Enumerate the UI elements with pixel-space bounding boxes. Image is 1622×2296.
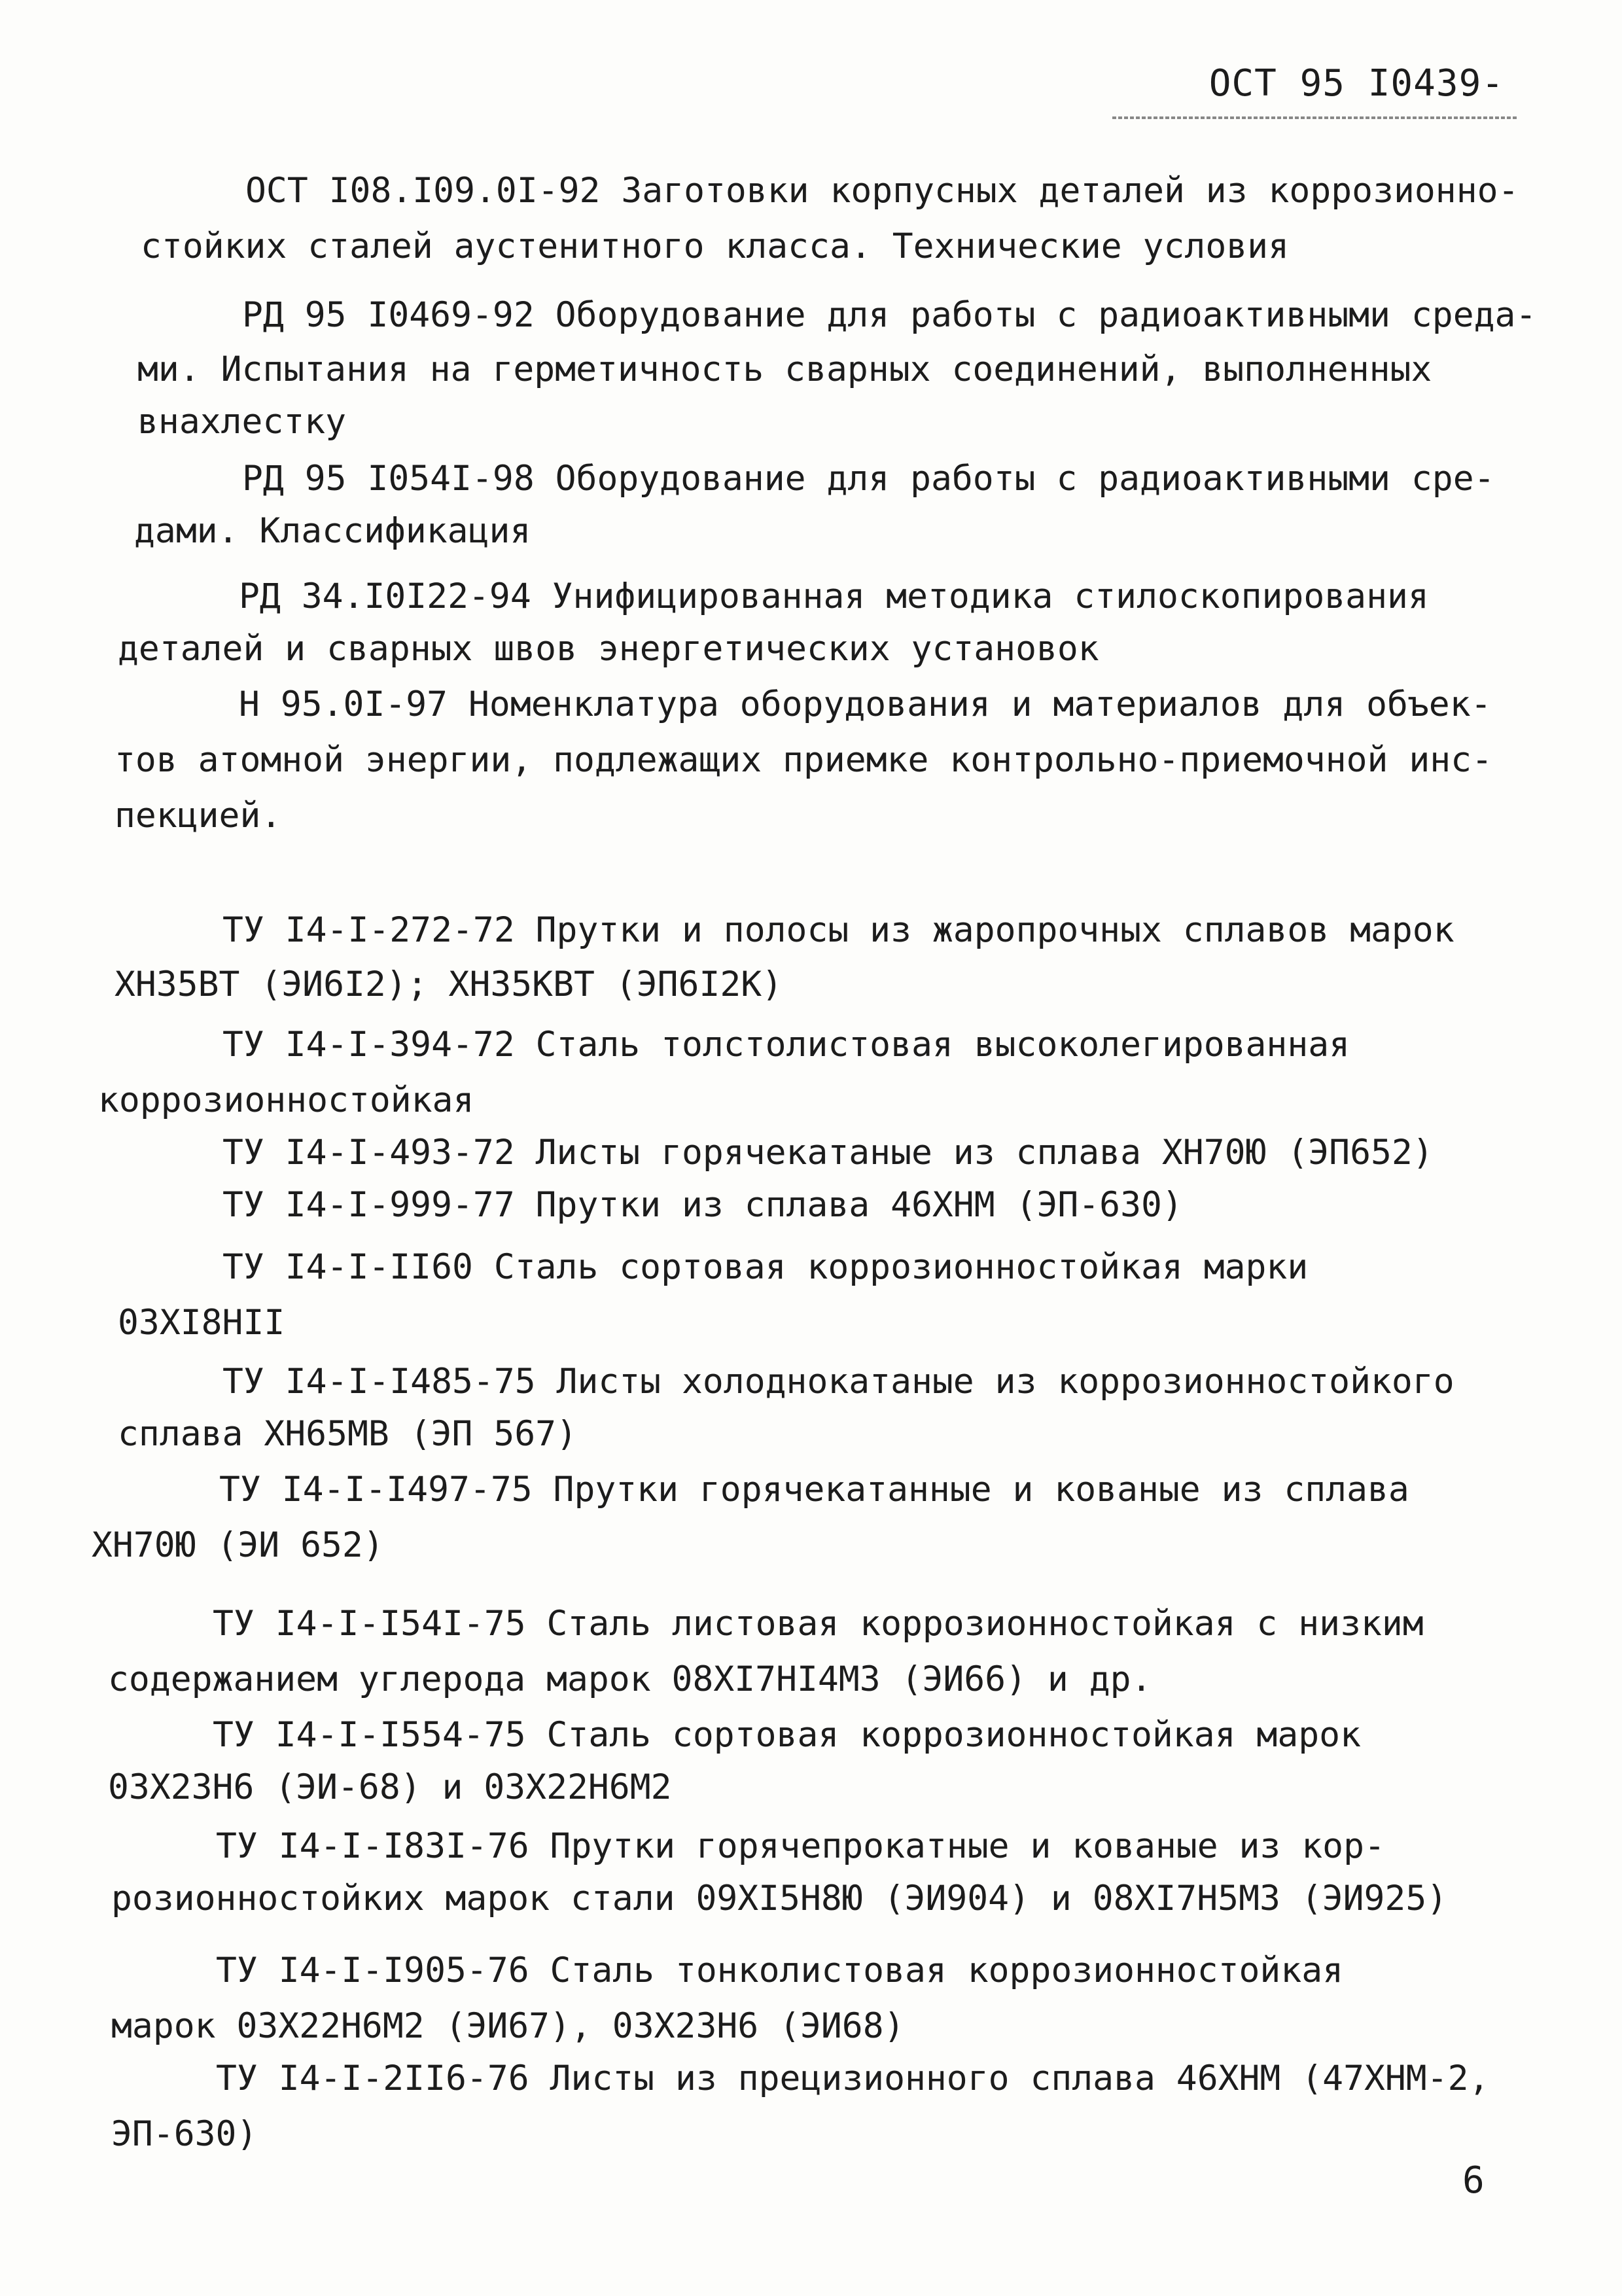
ref-tu-1831-line-2: розионностойких марок стали 09ХI5Н8Ю (ЭИ904) и 08ХI7Н5М3 (ЭИ925) xyxy=(111,1879,1448,1918)
ref-n-95-line-1: Н 95.0I-97 Номенклатура оборудования и материалов для объек- xyxy=(239,684,1492,724)
ref-tu-1160-line-2: 03ХI8НII xyxy=(118,1303,285,1343)
ref-rd-10541-line-2: дами. Классификация xyxy=(134,511,531,551)
ref-tu-1541-line-1: ТУ I4-I-I54I-75 Сталь листовая коррозионностойкая с низким xyxy=(213,1604,1424,1644)
ref-tu-1831-line-1: ТУ I4-I-I83I-76 Прутки горячепрокатные и кованые из кор- xyxy=(216,1826,1385,1866)
ref-rd-10541-line-1: РД 95 I054I-98 Оборудование для работы с радиоактивными сре- xyxy=(242,459,1495,499)
ref-tu-2116-line-1: ТУ I4-I-2II6-76 Листы из прецизионного сплава 46ХНМ (47ХНМ-2, xyxy=(216,2058,1490,2098)
ref-ost-108-line-2: стойких сталей аустенитного класса. Технические условия xyxy=(141,226,1289,266)
ref-ost-108-line-1: ОСТ I08.I09.0I-92 Заготовки корпусных деталей из коррозионно- xyxy=(245,171,1519,211)
document-code-header: ОСТ 95 I0439- xyxy=(1208,62,1504,105)
ref-tu-394-line-2: коррозионностойкая xyxy=(98,1080,474,1120)
ref-tu-272-line-1: ТУ I4-I-272-72 Прутки и полосы из жаропрочных сплавов марок xyxy=(222,910,1455,950)
ref-n-95-line-2: тов атомной энергии, подлежащих приемке контрольно-приемочной инс- xyxy=(115,740,1492,780)
ref-rd-10469-line-1: РД 95 I0469-92 Оборудование для работы с радиоактивными среда- xyxy=(242,295,1537,335)
ref-rd-10469-line-3: внахлестку xyxy=(137,402,347,442)
ref-rd-34-line-1: РД 34.I0I22-94 Унифицированная методика стилоскопирования xyxy=(239,576,1429,616)
ref-rd-10469-line-2: ми. Испытания на герметичность сварных соединений, выполненных xyxy=(137,349,1432,389)
ref-tu-1554-line-1: ТУ I4-I-I554-75 Сталь сортовая коррозионностойкая марок xyxy=(213,1715,1361,1755)
ref-tu-2116-line-2: ЭП-630) xyxy=(111,2114,258,2154)
ref-tu-1485-line-1: ТУ I4-I-I485-75 Листы холоднокатаные из коррозионностойкого xyxy=(222,1362,1455,1402)
page-number: 6 xyxy=(1462,2159,1485,2202)
ref-tu-1485-line-2: сплава ХН65МВ (ЭП 567) xyxy=(118,1414,577,1454)
ref-tu-1905-line-1: ТУ I4-I-I905-76 Сталь тонколистовая коррозионностойкая xyxy=(216,1951,1344,1990)
ref-tu-999-line-1: ТУ I4-I-999-77 Прутки из сплава 46ХНМ (ЭП-630) xyxy=(222,1185,1183,1225)
ref-tu-394-line-1: ТУ I4-I-394-72 Сталь толстолистовая высоколегированная xyxy=(222,1025,1350,1065)
ref-tu-272-line-2: ХН35ВТ (ЭИ6I2); ХН35КВТ (ЭП6I2К) xyxy=(115,964,783,1004)
ref-tu-1541-line-2: содержанием углерода марок 08ХI7НI4М3 (ЭИ66) и др. xyxy=(108,1659,1152,1699)
ref-tu-1497-line-1: ТУ I4-I-I497-75 Прутки горячекатанные и кованые из сплава xyxy=(219,1470,1409,1510)
ref-rd-34-line-2: деталей и сварных швов энергетических установок xyxy=(118,629,1099,669)
ref-tu-1554-line-2: 03Х23Н6 (ЭИ-68) и 03Х22Н6М2 xyxy=(108,1767,672,1807)
ref-tu-1160-line-1: ТУ I4-I-II60 Сталь сортовая коррозионностойкая марки xyxy=(222,1247,1309,1287)
ref-tu-493-line-1: ТУ I4-I-493-72 Листы горячекатаные из сплава ХН70Ю (ЭП652) xyxy=(222,1133,1434,1173)
header-underline xyxy=(1112,116,1518,119)
ref-tu-1905-line-2: марок 03Х22Н6М2 (ЭИ67), 03Х23Н6 (ЭИ68) xyxy=(111,2006,905,2046)
ref-n-95-line-3: пекцией. xyxy=(115,796,282,836)
ref-tu-1497-line-2: ХН70Ю (ЭИ 652) xyxy=(92,1525,384,1565)
